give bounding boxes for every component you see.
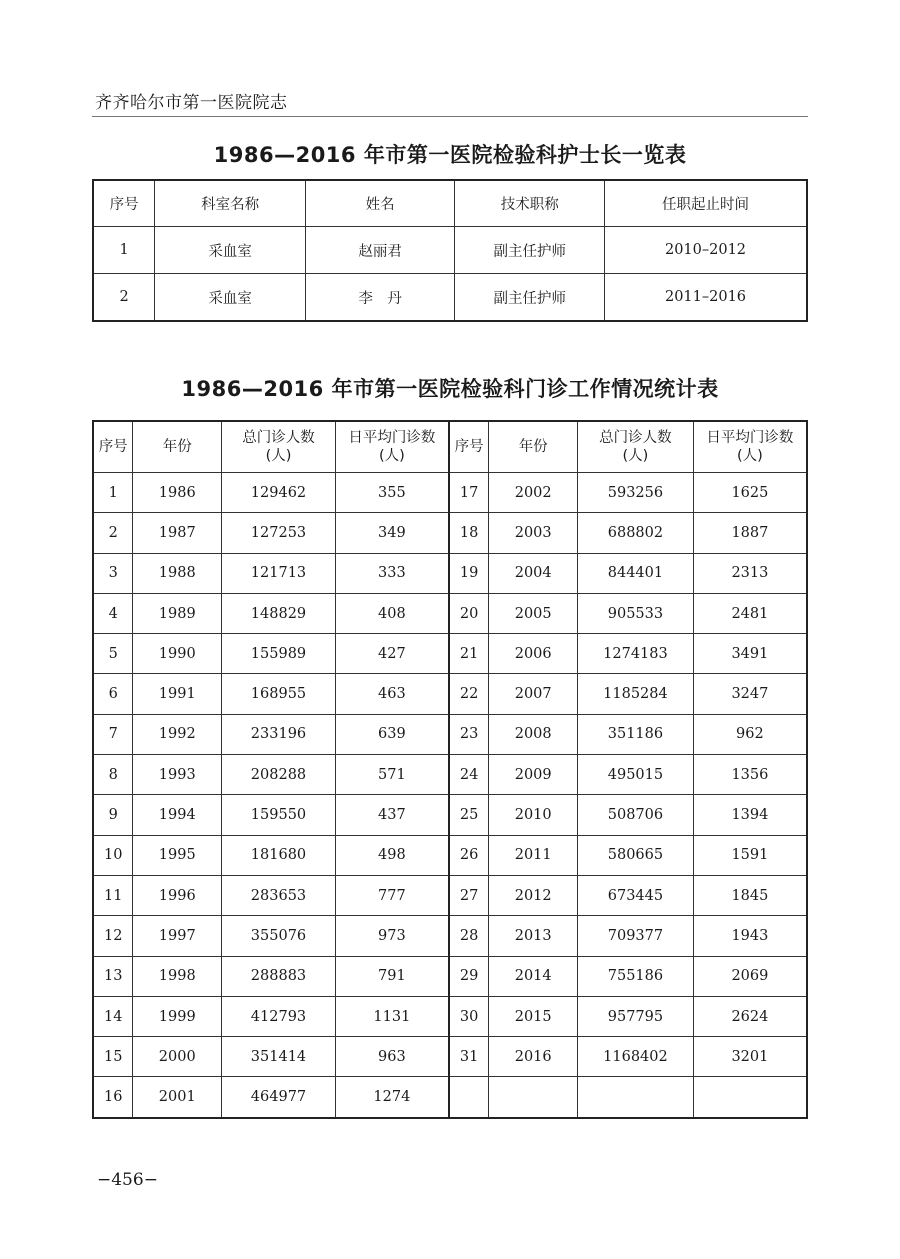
table-cell: 2008 (489, 714, 578, 754)
table-cell: 4 (93, 593, 133, 633)
table-cell: 159550 (222, 795, 336, 835)
column-header: 年份 (133, 421, 222, 473)
table-cell: 351186 (578, 714, 694, 754)
table-cell: 498 (335, 835, 449, 875)
column-header: 序号 (449, 421, 489, 473)
table-cell: 351414 (222, 1037, 336, 1077)
table-cell: 2014 (489, 956, 578, 996)
table-cell (449, 1077, 489, 1118)
column-header: 技术职称 (455, 180, 605, 227)
table-row (93, 755, 807, 795)
table-cell: 155989 (222, 634, 336, 674)
table-cell: 1887 (693, 513, 807, 553)
table-header-row (93, 421, 807, 473)
table-cell: 593256 (578, 473, 694, 513)
table-cell (693, 1077, 807, 1118)
table-cell: 962 (693, 714, 807, 754)
table-row (93, 593, 807, 633)
table-cell: 14 (93, 996, 133, 1036)
table-cell: 1591 (693, 835, 807, 875)
table-cell: 639 (335, 714, 449, 754)
table-cell: 5 (93, 634, 133, 674)
table-cell: 采血室 (155, 274, 306, 322)
table-cell: 22 (449, 674, 489, 714)
table-cell: 3491 (693, 634, 807, 674)
table-cell: 673445 (578, 875, 694, 915)
table-cell: 427 (335, 634, 449, 674)
column-header: 日平均门诊数 (人) (335, 421, 449, 473)
column-header: 序号 (93, 180, 155, 227)
table-cell: 127253 (222, 513, 336, 553)
table-cell: 副主任护师 (455, 274, 605, 322)
table-cell: 437 (335, 795, 449, 835)
column-header: 序号 (93, 421, 133, 473)
table-cell: 1987 (133, 513, 222, 553)
table-cell: 2010 (489, 795, 578, 835)
outpatient-stats-table-title: 1986—2016 年市第一医院检验科门诊工作情况统计表 (181, 377, 719, 401)
table-cell: 1996 (133, 875, 222, 915)
table-cell: 580665 (578, 835, 694, 875)
table-cell: 408 (335, 593, 449, 633)
table-cell: 355076 (222, 916, 336, 956)
table-cell: 2003 (489, 513, 578, 553)
table-cell: 21 (449, 634, 489, 674)
table-cell: 2015 (489, 996, 578, 1036)
table-cell: 29 (449, 956, 489, 996)
table-cell: 采血室 (155, 227, 306, 274)
table-cell: 8 (93, 755, 133, 795)
table-row (93, 1037, 807, 1077)
table-row (93, 875, 807, 915)
table-cell: 2313 (693, 553, 807, 593)
table-row (93, 274, 807, 322)
table-cell: 495015 (578, 755, 694, 795)
table-cell: 副主任护师 (455, 227, 605, 274)
head-nurse-table-title: 1986—2016 年市第一医院检验科护士长一览表 (213, 143, 687, 167)
table-cell: 3201 (693, 1037, 807, 1077)
table-cell: 1 (93, 473, 133, 513)
table-cell: 1625 (693, 473, 807, 513)
table-cell: 791 (335, 956, 449, 996)
table-cell: 李 丹 (305, 274, 455, 322)
table-cell: 2009 (489, 755, 578, 795)
table-cell: 355 (335, 473, 449, 513)
table-cell: 1990 (133, 634, 222, 674)
column-header: 日平均门诊数 (人) (693, 421, 807, 473)
table-cell: 2011–2016 (605, 274, 808, 322)
table-cell: 1943 (693, 916, 807, 956)
table-cell: 1274 (335, 1077, 449, 1118)
table-cell: 1998 (133, 956, 222, 996)
table-row (93, 473, 807, 513)
table-cell: 2010–2012 (605, 227, 808, 274)
table-cell: 23 (449, 714, 489, 754)
table-cell: 2012 (489, 875, 578, 915)
table-cell: 288883 (222, 956, 336, 996)
column-header: 总门诊人数 (人) (222, 421, 336, 473)
table-row (93, 916, 807, 956)
table-row (93, 956, 807, 996)
table-cell: 2006 (489, 634, 578, 674)
table-row (93, 513, 807, 553)
table-cell: 11 (93, 875, 133, 915)
table-cell: 1993 (133, 755, 222, 795)
table-cell: 1986 (133, 473, 222, 513)
table-cell: 963 (335, 1037, 449, 1077)
table-cell: 赵丽君 (305, 227, 455, 274)
table-cell: 2624 (693, 996, 807, 1036)
header-rule (92, 116, 808, 117)
table-cell: 30 (449, 996, 489, 1036)
table-cell: 2481 (693, 593, 807, 633)
page-number: −456− (97, 1170, 158, 1190)
table-cell: 9 (93, 795, 133, 835)
table-cell: 31 (449, 1037, 489, 1077)
table-cell: 2 (93, 513, 133, 553)
outpatient-stats-table (92, 420, 808, 1119)
table-cell: 1988 (133, 553, 222, 593)
table-cell: 1992 (133, 714, 222, 754)
table-cell: 27 (449, 875, 489, 915)
table-cell: 1 (93, 227, 155, 274)
table-cell: 20 (449, 593, 489, 633)
table-cell: 1131 (335, 996, 449, 1036)
table-header-row (93, 180, 807, 227)
table-cell: 777 (335, 875, 449, 915)
table-cell: 7 (93, 714, 133, 754)
table-cell: 905533 (578, 593, 694, 633)
table-cell: 1997 (133, 916, 222, 956)
column-header: 姓名 (305, 180, 455, 227)
table-cell: 15 (93, 1037, 133, 1077)
table-cell: 19 (449, 553, 489, 593)
table-cell: 208288 (222, 755, 336, 795)
table-cell: 2004 (489, 553, 578, 593)
table-cell: 6 (93, 674, 133, 714)
table-cell: 2069 (693, 956, 807, 996)
table-cell: 25 (449, 795, 489, 835)
table-cell: 2002 (489, 473, 578, 513)
table-cell: 148829 (222, 593, 336, 633)
table-row (93, 227, 807, 274)
table-cell: 181680 (222, 835, 336, 875)
table-cell: 12 (93, 916, 133, 956)
table-cell: 333 (335, 553, 449, 593)
table-cell: 2016 (489, 1037, 578, 1077)
table-cell: 1356 (693, 755, 807, 795)
table-cell: 3247 (693, 674, 807, 714)
table-cell: 2001 (133, 1077, 222, 1118)
table-cell: 2005 (489, 593, 578, 633)
table-cell: 1995 (133, 835, 222, 875)
table-cell: 1185284 (578, 674, 694, 714)
table-cell: 168955 (222, 674, 336, 714)
table-cell: 508706 (578, 795, 694, 835)
table-cell (489, 1077, 578, 1118)
table-cell: 129462 (222, 473, 336, 513)
column-header: 年份 (489, 421, 578, 473)
table-cell: 709377 (578, 916, 694, 956)
table-cell: 13 (93, 956, 133, 996)
table-cell: 1994 (133, 795, 222, 835)
table-cell: 412793 (222, 996, 336, 1036)
table-cell: 755186 (578, 956, 694, 996)
table-cell: 464977 (222, 1077, 336, 1118)
table-row (93, 553, 807, 593)
head-nurse-table (92, 179, 808, 322)
table-cell: 1394 (693, 795, 807, 835)
table-cell: 2000 (133, 1037, 222, 1077)
table-cell: 16 (93, 1077, 133, 1118)
table-cell: 121713 (222, 553, 336, 593)
table-row (93, 674, 807, 714)
table-cell: 571 (335, 755, 449, 795)
table-row (93, 795, 807, 835)
table-cell: 463 (335, 674, 449, 714)
table-row (93, 634, 807, 674)
table-cell: 1999 (133, 996, 222, 1036)
table-cell: 26 (449, 835, 489, 875)
table-cell: 973 (335, 916, 449, 956)
table-cell: 349 (335, 513, 449, 553)
table-cell: 2007 (489, 674, 578, 714)
table-row (93, 1077, 807, 1118)
table-cell: 688802 (578, 513, 694, 553)
column-header: 总门诊人数 (人) (578, 421, 694, 473)
table-cell: 844401 (578, 553, 694, 593)
column-header: 科室名称 (155, 180, 306, 227)
table-cell: 1274183 (578, 634, 694, 674)
column-header: 任职起止时间 (605, 180, 808, 227)
table-cell: 957795 (578, 996, 694, 1036)
table-cell: 1991 (133, 674, 222, 714)
table-cell: 2 (93, 274, 155, 322)
table-cell: 1168402 (578, 1037, 694, 1077)
table-cell: 3 (93, 553, 133, 593)
table-cell: 2011 (489, 835, 578, 875)
table-cell: 1845 (693, 875, 807, 915)
table-row (93, 996, 807, 1036)
table-cell: 28 (449, 916, 489, 956)
table-cell: 1989 (133, 593, 222, 633)
table-cell: 283653 (222, 875, 336, 915)
table-cell: 2013 (489, 916, 578, 956)
table-cell: 18 (449, 513, 489, 553)
table-cell (578, 1077, 694, 1118)
table-row (93, 835, 807, 875)
table-cell: 17 (449, 473, 489, 513)
running-header: 齐齐哈尔市第一医院院志 (95, 93, 288, 113)
table-cell: 233196 (222, 714, 336, 754)
table-cell: 24 (449, 755, 489, 795)
table-cell: 10 (93, 835, 133, 875)
table-row (93, 714, 807, 754)
